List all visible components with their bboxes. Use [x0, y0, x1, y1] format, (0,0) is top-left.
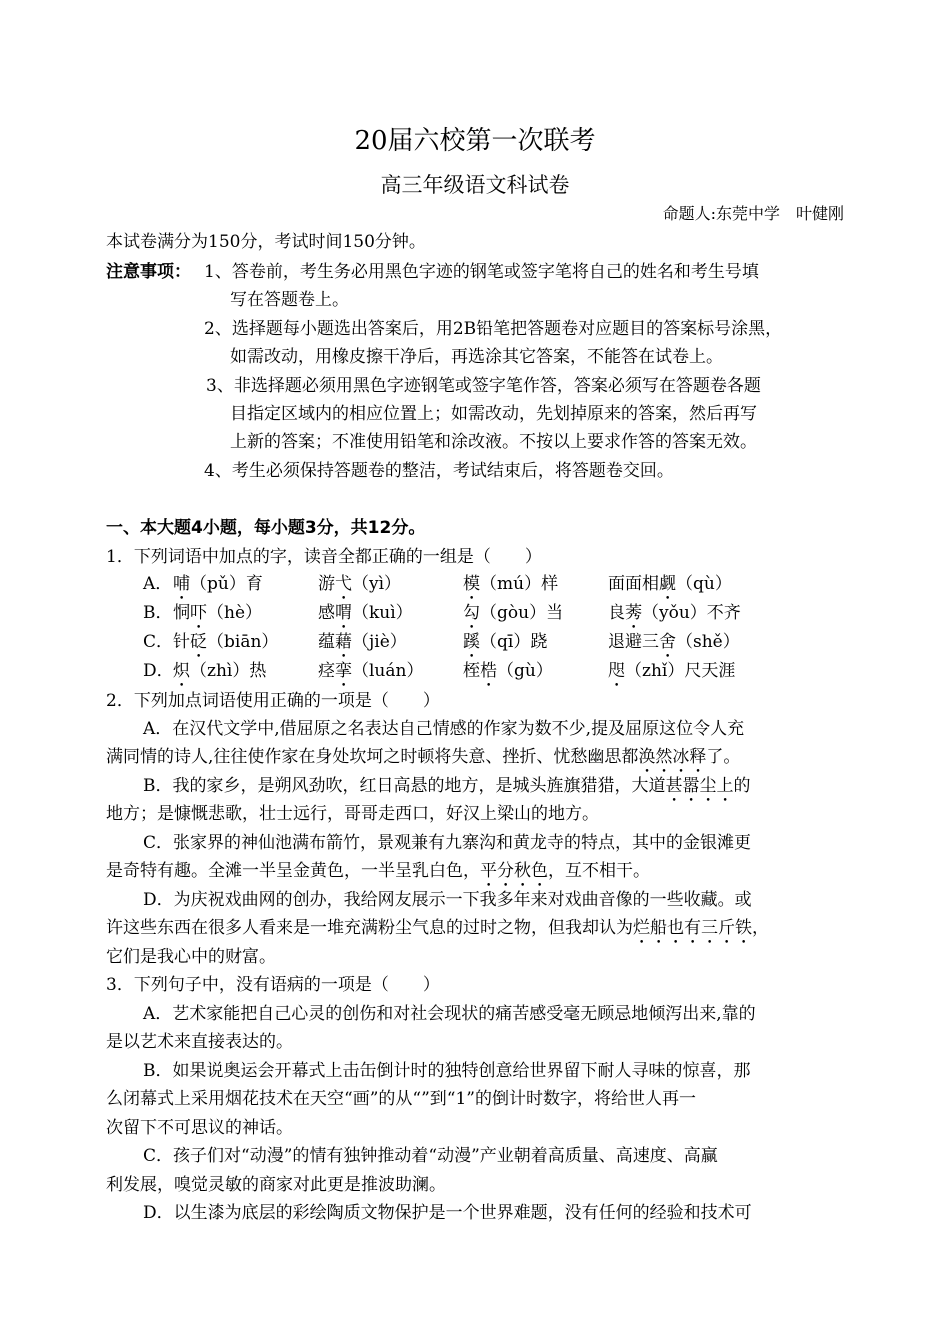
q2-option-c-line2: 是奇特有趣。全滩一半呈金黄色，一半呈乳白色，平分秋色，互不相干。 [106, 861, 650, 881]
notice-item-3-cont2: 上新的答案；不准使用铅笔和涂改液。不按以上要求作答的答案无效。 [230, 432, 757, 452]
q2-option-d-line2: 许这些东西在很多人看来是一堆充满粉尘气息的过时之物，但我却认为烂船也有三斤铁， [106, 918, 769, 938]
option-item: 良莠（yǒu）不齐 [608, 603, 741, 623]
option-item: 恫吓（hè） [173, 603, 263, 623]
option-item: 哺（pǔ）育 [173, 574, 263, 594]
option-label: D． [143, 661, 174, 681]
q2-option-b-line2: 地方；是慷慨悲歌，壮士远行，哥哥走西口，好汉上梁山的地方。 [106, 804, 599, 824]
q2-option-a-line2: 满同情的诗人,往往使作家在身处坎坷之时顿将失意、挫折、忧愁幽思都涣然冰释了。 [106, 747, 741, 767]
option-item: 勾（gòu）当 [463, 603, 564, 623]
q3-option-b-line1: B．如果说奥运会开幕式上击缶倒计时的独特创意给世界留下耐人寻味的惊喜，那 [143, 1061, 751, 1081]
option-item: 针砭（biān） [173, 632, 279, 652]
notice-item-3: 3、非选择题必须用黑色字迹钢笔或签字笔作答，答案必须写在答题卷各题 [206, 376, 761, 396]
option-label: C． [143, 632, 174, 652]
option-item: 面面相觑（qù） [608, 574, 732, 594]
notice-item-2-cont: 如需改动，用橡皮擦干净后，再选涂其它答案，不能答在试卷上。 [230, 347, 723, 367]
q3-option-d-line1: D．以生漆为底层的彩绘陶质文物保护是一个世界难题，没有任何的经验和技术可 [143, 1203, 752, 1223]
q2-option-c-line1: C．张家界的神仙池满布箭竹，景观兼有九寨沟和黄龙寺的特点，其中的金银滩更 [143, 833, 752, 853]
section-heading: 一、本大题4小题，每小题3分，共12分。 [106, 518, 426, 538]
intro-line: 本试卷满分为150分，考试时间150分钟。 [106, 232, 426, 252]
option-item: 退避三舍（shě） [608, 632, 740, 652]
exam-subtitle: 高三年级语文科试卷 [380, 173, 570, 197]
q3-option-c-line2: 利发展，嗅觉灵敏的商家对此更是推波助澜。 [106, 1175, 446, 1195]
notice-item-1: 1、答卷前，考生务必用黑色字迹的钢笔或签字笔将自己的姓名和考生号填 [204, 262, 759, 282]
q2-option-d-line3: 它们是我心中的财富。 [106, 947, 276, 967]
option-label: A． [143, 574, 173, 594]
notice-label: 注意事项： [106, 262, 191, 282]
q3-option-b-line2: 么闭幕式上采用烟花技术在天空“画”的从“”到“1”的倒计时数字，将给世人再一 [106, 1089, 696, 1109]
option-item: 模（mú）样 [463, 574, 559, 594]
notice-item-3-cont: 目指定区域内的相应位置上；如需改动，先划掉原来的答案，然后再写 [230, 404, 757, 424]
option-label: B． [143, 603, 173, 623]
q2-option-b-line1: B．我的家乡，是朔风劲吹，红日高悬的地方，是城头旌旗猎猎，大道甚嚣尘上的 [143, 776, 751, 796]
q3-option-a-line1: A．艺术家能把自己心灵的创伤和对社会现状的痛苦感受毫无顾忌地倾泻出来,靠的 [143, 1004, 756, 1024]
notice-item-2: 2、选择题每小题选出答案后，用2B铅笔把答题卷对应题目的答案标号涂黑， [204, 319, 783, 339]
option-item: 感喟（kuì） [318, 603, 413, 623]
q2-option-d-line1: D．为庆祝戏曲网的创办，我给网友展示一下我多年来对戏曲音像的一些收藏。或 [143, 890, 752, 910]
exam-title: 20届六校第一次联考 [354, 126, 596, 156]
option-item: 游弋（yì） [318, 574, 402, 594]
option-item: 蹊（qī）跷 [463, 632, 548, 652]
option-item: 炽（zhì）热 [173, 661, 267, 681]
q1-stem: 1．下列词语中加点的字，读音全都正确的一组是（ ） [106, 547, 542, 567]
option-item: 咫（zhǐ）尺天涯 [608, 661, 736, 681]
option-item: 痉挛（luán） [318, 661, 424, 681]
q3-option-b-line3: 次留下不可思议的神话。 [106, 1118, 293, 1138]
q3-stem: 3．下列句子中，没有语病的一项是（ ） [106, 975, 440, 995]
q2-stem: 2．下列加点词语使用正确的一项是（ ） [106, 691, 440, 711]
q2-option-a-line1: A．在汉代文学中,借屈原之名表达自己情感的作家为数不少,提及屈原这位令人充 [143, 719, 745, 739]
option-item: 蕴藉（jiè） [318, 632, 407, 652]
option-item: 桎梏（gù） [463, 661, 553, 681]
q3-option-a-line2: 是以艺术来直接表达的。 [106, 1032, 293, 1052]
q3-option-c-line1: C．孩子们对“动漫”的情有独钟推动着“动漫”产业朝着高质量、高速度、高赢 [143, 1146, 718, 1166]
notice-item-1-cont: 写在答题卷上。 [230, 290, 349, 310]
notice-item-4: 4、考生必须保持答题卷的整洁，考试结束后，将答题卷交回。 [204, 461, 674, 481]
author-line: 命题人:东莞中学 叶健刚 [662, 204, 844, 223]
